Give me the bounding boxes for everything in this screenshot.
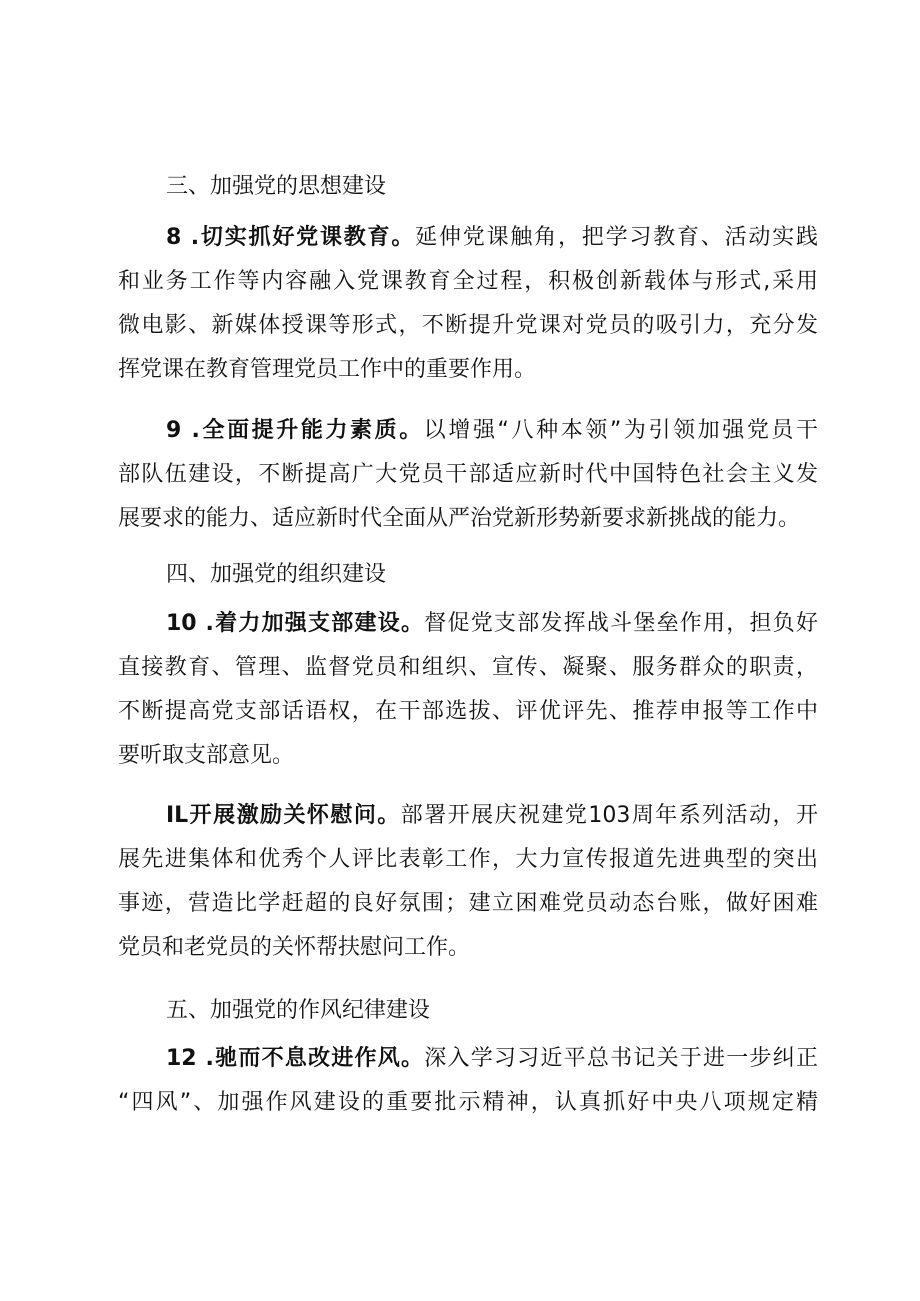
paragraph-line: 不断提高党支部话语权，在干部选拔、评优评先、推荐申报等工作中 xyxy=(118,699,818,724)
paragraph-line: 展要求的能力、适应新时代全面从严治党新形势新要求新挑战的能力。 xyxy=(118,506,801,531)
paragraph-line: 和业务工作等内容融入党课教育全过程，积极创新载体与形式,采用 xyxy=(118,269,818,294)
paragraph-line: 部队伍建设，不断提高广大党员干部适应新时代中国特色社会主义发 xyxy=(118,462,818,487)
item-8-paragraph xyxy=(118,216,818,392)
paragraph-line xyxy=(118,602,818,646)
item-10-lead: 10 .着力加强支部建设。 xyxy=(166,611,425,636)
item-9-lead: 9 .全面提升能力素质。 xyxy=(166,418,424,443)
paragraph-line: “四风”、加强作风建设的重要批示精神，认真抓好中央八项规定精 xyxy=(118,1090,818,1115)
paragraph-line: 展先进集体和优秀个人评比表彰工作，大力宣传报道先进典型的突出 xyxy=(118,847,818,872)
item-12-text: 深入学习习近平总书记关于进一步纠正 xyxy=(424,1046,818,1071)
paragraph-line: 要听取支部意见。 xyxy=(118,743,295,768)
item-9-text: 以增强“八种本领”为引领加强党员干 xyxy=(423,418,819,443)
paragraph-line: 直接教育、管理、监督党员和组织、宣传、凝聚、服务群众的职责， xyxy=(118,655,818,680)
paragraph-line xyxy=(118,409,818,453)
item-11-paragraph xyxy=(118,794,818,970)
paragraph-line xyxy=(118,1037,818,1081)
section-heading-5: 五、加强党的作风纪律建设 xyxy=(166,998,431,1023)
section-heading-3: 三、加强党的思想建设 xyxy=(166,174,387,199)
item-11-lead: IL开展激励关怀慰问。 xyxy=(166,803,401,828)
item-10-text: 督促党支部发挥战斗堡垒作用，担负好 xyxy=(424,611,818,636)
paragraph-line: 党员和老党员的关怀帮扶慰问工作。 xyxy=(118,935,471,960)
item-12-paragraph xyxy=(118,1037,818,1125)
paragraph-line: 事迹，营造比学赶超的良好氛围；建立困难党员动态台账，做好困难 xyxy=(118,891,818,916)
item-12-lead: 12 .驰而不息改进作风。 xyxy=(166,1046,425,1071)
item-8-lead: 8 .切实抓好党课教育。 xyxy=(166,225,416,250)
paragraph-line xyxy=(118,216,818,260)
item-8-text: 延伸党课触角，把学习教育、活动实践 xyxy=(415,225,818,250)
item-10-paragraph xyxy=(118,602,818,778)
item-9-paragraph xyxy=(118,409,818,541)
section-heading-4: 四、加强党的组织建设 xyxy=(166,562,387,587)
item-11-text: 部署开展庆祝建党103周年系列活动，开 xyxy=(400,803,818,828)
paragraph-line: 挥党课在教育管理党员工作中的重要作用。 xyxy=(118,357,537,382)
paragraph-line: 微电影、新媒体授课等形式，不断提升党课对党员的吸引力，充分发 xyxy=(118,313,818,338)
paragraph-line xyxy=(118,794,818,838)
